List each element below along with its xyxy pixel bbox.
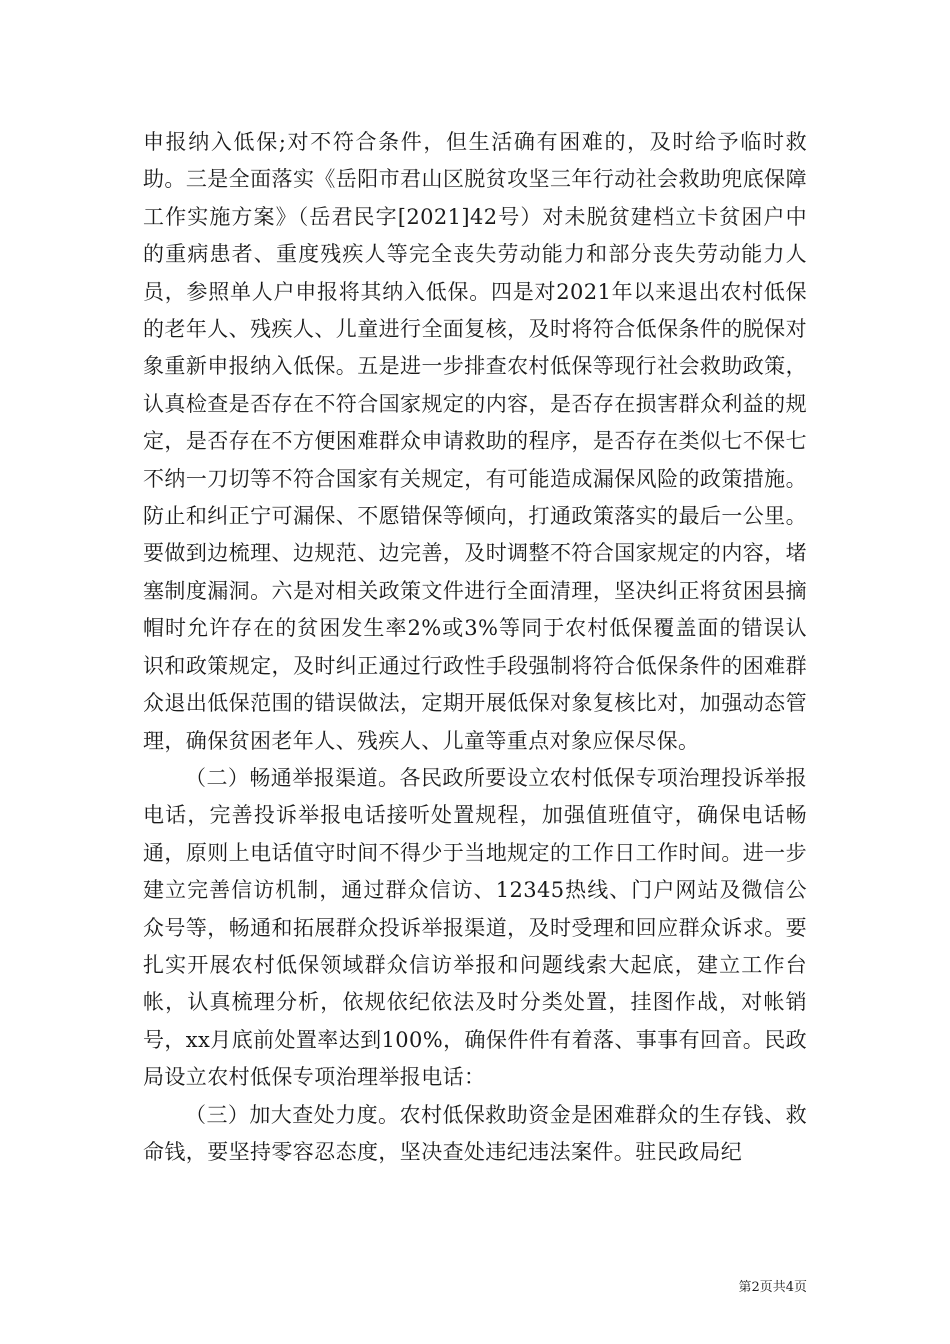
paragraph-continuation: 申报纳入低保;对不符合条件，但生活确有困难的，及时给予临时救助。三是全面落实《岳阳市君山区脱贫攻坚三年行动社会救助兜底保障工作实施方案》（岳君民字[2021]42号）对未脱贫建档立卡贫困户中的重病患者、重度残疾人等完全丧失劳动能力和部分丧失劳动能力人员，参照单人户申报将其纳入低保。四是对2021年以来退出农村低保的老年人、残疾人、儿童进行全面复核，及时将符合低保条件的脱保对象重新申报纳入低保。五是进一步排查农村低保等现行社会救助政策，认真检查是否存在不符合国家规定的内容，是否存在损害群众利益的规定，是否存在不方便困难群众申请救助的程序，是否存在类似七不保七不纳一刀切等不符合国家有关规定，有可能造成漏保风险的政策措施。防止和纠正宁可漏保、不愿错保等倾向，打通政策落实的最后一公里。要做到边梳理、边规范、边完善，及时调整不符合国家规定的内容，堵塞制度漏洞。六是对相关政策文件进行全面清理，坚决纠正将贫困县摘帽时允许存在的贫困发生率2%或3%等同于农村低保覆盖面的错误认识和政策规定，及时纠正通过行政性手段强制将符合低保条件的困难群众退出低保范围的错误做法，定期开展低保对象复核比对，加强动态管理，确保贫困老年人、残疾人、儿童等重点对象应保尽保。 [143, 130, 807, 753]
paragraph-section-2: （二）畅通举报渠道。各民政所要设立农村低保专项治理投诉举报电话，完善投诉举报电话接听处置规程，加强值班值守，确保电话畅通，原则上电话值守时间不得少于当地规定的工作日工作时间。进一步建立完善信访机制，通过群众信访、12345热线、门户网站及微信公众号等，畅通和拓展群众投诉举报渠道，及时受理和回应群众诉求。要扎实开展农村低保领域群众信访举报和问题线索大起底，建立工作台帐，认真梳理分析，依规依纪依法及时分类处置，挂图作战，对帐销号，xx月底前处置率达到100%，确保件件有着落、事事有回音。民政局设立农村低保专项治理举报电话： [143, 765, 807, 1090]
paragraph-section-3: （三）加大查处力度。农村低保救助资金是困难群众的生存钱、救命钱，要坚持零容忍态度，坚决查处违纪违法案件。驻民政局纪 [143, 1102, 807, 1164]
page-number: 第2页共4页 [738, 1280, 807, 1295]
document-body [143, 124, 807, 1171]
